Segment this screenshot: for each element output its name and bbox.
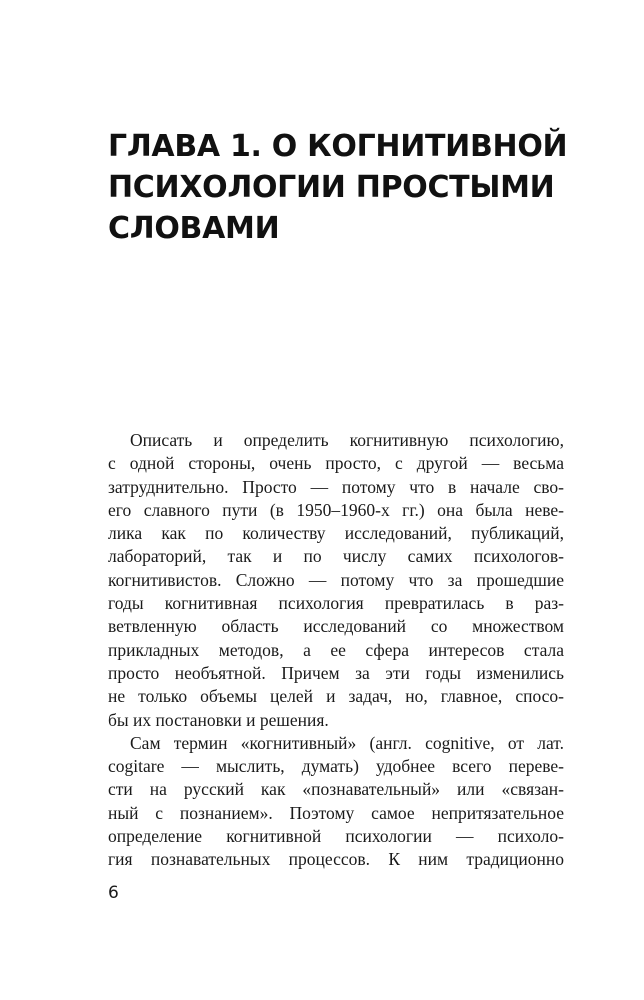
text-line: Сам термин «когнитивный» (англ. cognitive, от лат. <box>130 732 564 753</box>
text-line: его славного пути (в 1950–1960-х гг.) она была неве- <box>108 499 564 520</box>
text-line: cogitare — мыслить, думать) удобнее всего переве- <box>108 756 564 777</box>
body-text <box>108 429 564 872</box>
text-line: когнитивистов. Сложно — потому что за прошедшие <box>108 569 564 590</box>
text-line: сти на русский как «познавательный» или «связан- <box>108 779 564 800</box>
text-line: годы когнитивная психология превратилась в раз- <box>108 593 564 614</box>
chapter-title-line: СЛОВАМИ <box>108 211 280 246</box>
text-line: лабораторий, так и по числу самих психологов- <box>108 546 564 567</box>
text-line: гия познавательных процессов. К ним традиционно <box>108 849 564 870</box>
text-line: просто необъятной. Причем за эти годы изменились <box>108 662 564 683</box>
text-line: прикладных методов, а ее сфера интересов стала <box>108 639 564 660</box>
text-line: ветвленную область исследований со множеством <box>108 616 564 637</box>
text-line: Описать и определить когнитивную психологию, <box>130 430 564 450</box>
text-line: затруднительно. Просто — потому что в начале сво- <box>108 476 564 497</box>
page-number: 6 <box>108 883 119 903</box>
chapter-title-line: ГЛАВА 1. О КОГНИТИВНОЙ <box>108 129 568 164</box>
text-line: ный с познанием». Поэтому самое непритязательное <box>108 802 564 823</box>
chapter-title <box>108 126 608 249</box>
chapter-title-line: ПСИХОЛОГИИ ПРОСТЫМИ <box>108 170 555 205</box>
paragraph-1 <box>108 429 564 732</box>
text-line: не только объемы целей и задач, но, главное, спосо- <box>108 686 564 707</box>
text-line: бы их постановки и решения. <box>108 709 329 730</box>
text-line: определение когнитивной психологии — психоло- <box>108 826 564 847</box>
paragraph-2 <box>108 732 564 872</box>
text-line: с одной стороны, очень просто, с другой — весьма <box>108 453 564 474</box>
text-line: лика как по количеству исследований, публикаций, <box>108 523 564 544</box>
